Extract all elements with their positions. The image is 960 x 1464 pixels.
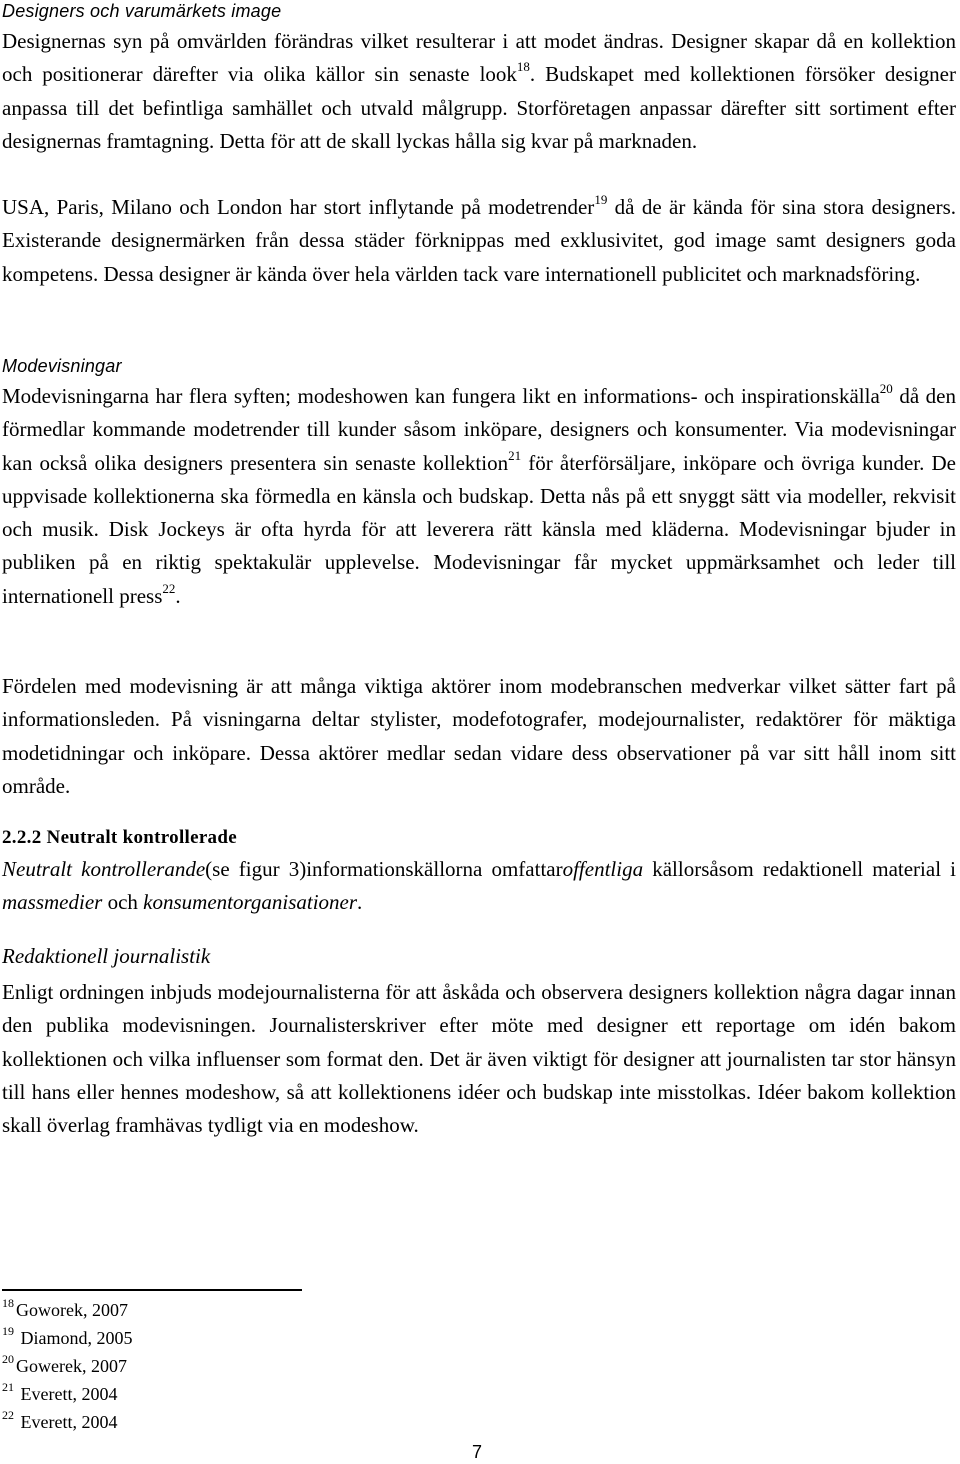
footnote-ref-18[interactable]: 18 — [516, 59, 530, 75]
paragraph-designers-2: USA, Paris, Milano och London har stort inflytande på modetrender$^{19}$ då de är kända för sina stora designers. Existerande designermärken från dessa städer förknippas med exklusivitet, god image samt designers goda kompetens. Dessa designer är kända över hela världen tack vare internationell publicitet och marknadsföring. — [2, 192, 957, 286]
footnote-item: $^{21}$ Everett, 2004 — [2, 1379, 118, 1404]
paragraph-modevisningar-1: Modevisningarna har flera syften; modeshowen kan fungera likt en informations- och inspirationskälla$^{20}$ då den förmedlar kommande modetrender till kunder såsom inköpare, designers och konsumenter. Via modevisningar kan också olika designers presentera sin senaste kollektion$^{21}$ för återförsäljare, inköpare och övriga kunder. De uppvisade kollektionerna ska förmedla en känsla och budskap. Detta nås på ett snyggt sätt via modeller, rekvisit och musik. Disk Jockeys är ofta hyrda för att leverera rätt känsla med kläderna. Modevisningar bjuder in publiken på en riktig spektakulär upplevelse. Modevisningar får mycket uppmärksamhet och leder till internationell press$^{22}$. — [2, 381, 956, 608]
footnote-ref-21[interactable]: 21 — [508, 447, 522, 463]
section-heading-neutralt-kontrollerade: 2.2.2 Neutralt kontrollerade — [2, 827, 237, 848]
section-heading-redaktionell: Redaktionell journalistik — [2, 944, 211, 968]
footnote-separator — [2, 1289, 302, 1291]
footnote-ref-19[interactable]: 19 — [594, 192, 608, 207]
footnote-item: $^{19}$ Diamond, 2005 — [2, 1323, 133, 1348]
section-heading-modevisningar: Modevisningar — [2, 356, 122, 376]
footnote-item: $^{22}$ Everett, 2004 — [2, 1407, 118, 1432]
paragraph-redaktionell: Enligt ordningen inbjuds modejournalisterna för att åskåda och observera designers kollektion några dagar innan den publika modevisningen. Journalisterskriver efter möte med designer ett reportage om idén bakom kollektionen och vilka influenser som format den. Det är även viktigt för designer att journalisten tar stor hänsyn till hans eller hennes modeshow, så att kollektionens idéer och budskap inte misstolkas. Idéer bakom kollektion skall överlag framhävas tydligt via en modeshow. — [2, 980, 956, 1138]
paragraph-modevisningar-2: Fördelen med modevisning är att många viktiga aktörer inom modebranschen medverkar vilket sätter fart på informationsleden. På visningarna deltar stylister, modefotografer, modejournalister, redaktörer för mäktiga modetidningar och inköpare. Dessa aktörer medlar sedan vidare dess observationer på var sitt håll inom sitt område. — [2, 674, 956, 798]
page-number: 7 — [472, 1442, 483, 1462]
footnotes — [2, 1297, 133, 1437]
section-heading-designers: Designers och varumärkets image — [2, 1, 282, 21]
footnote-item: $^{20}$ Gowerek, 2007 — [2, 1351, 127, 1376]
footnote-ref-20[interactable]: 20 — [879, 381, 893, 396]
footnote-ref-22[interactable]: 22 — [162, 580, 176, 596]
paragraph-neutralt: Neutralt kontrollerande(se figur 3)informationskällorna omfattaroffentliga källorsåsom redaktionell material i massmedier och konsumentorganisationer. — [2, 857, 956, 915]
paragraph-designers-1: Designernas syn på omvärlden förändras vilket resulterar i att modet ändras. Designer skapar då en kollektion och positionerar därefter via olika källor sin senaste look$^{18}$. Budskapet med kollektionen försöker designer anpassa till det befintliga samhället och utvald målgrupp. Storföretagen anpassar därefter sitt sortiment efter designernas framtagning. Detta för att de skall lyckas hålla sig kvar på marknaden. — [2, 29, 956, 153]
footnote-item: $^{18}$ Goworek, 2007 — [2, 1296, 128, 1320]
